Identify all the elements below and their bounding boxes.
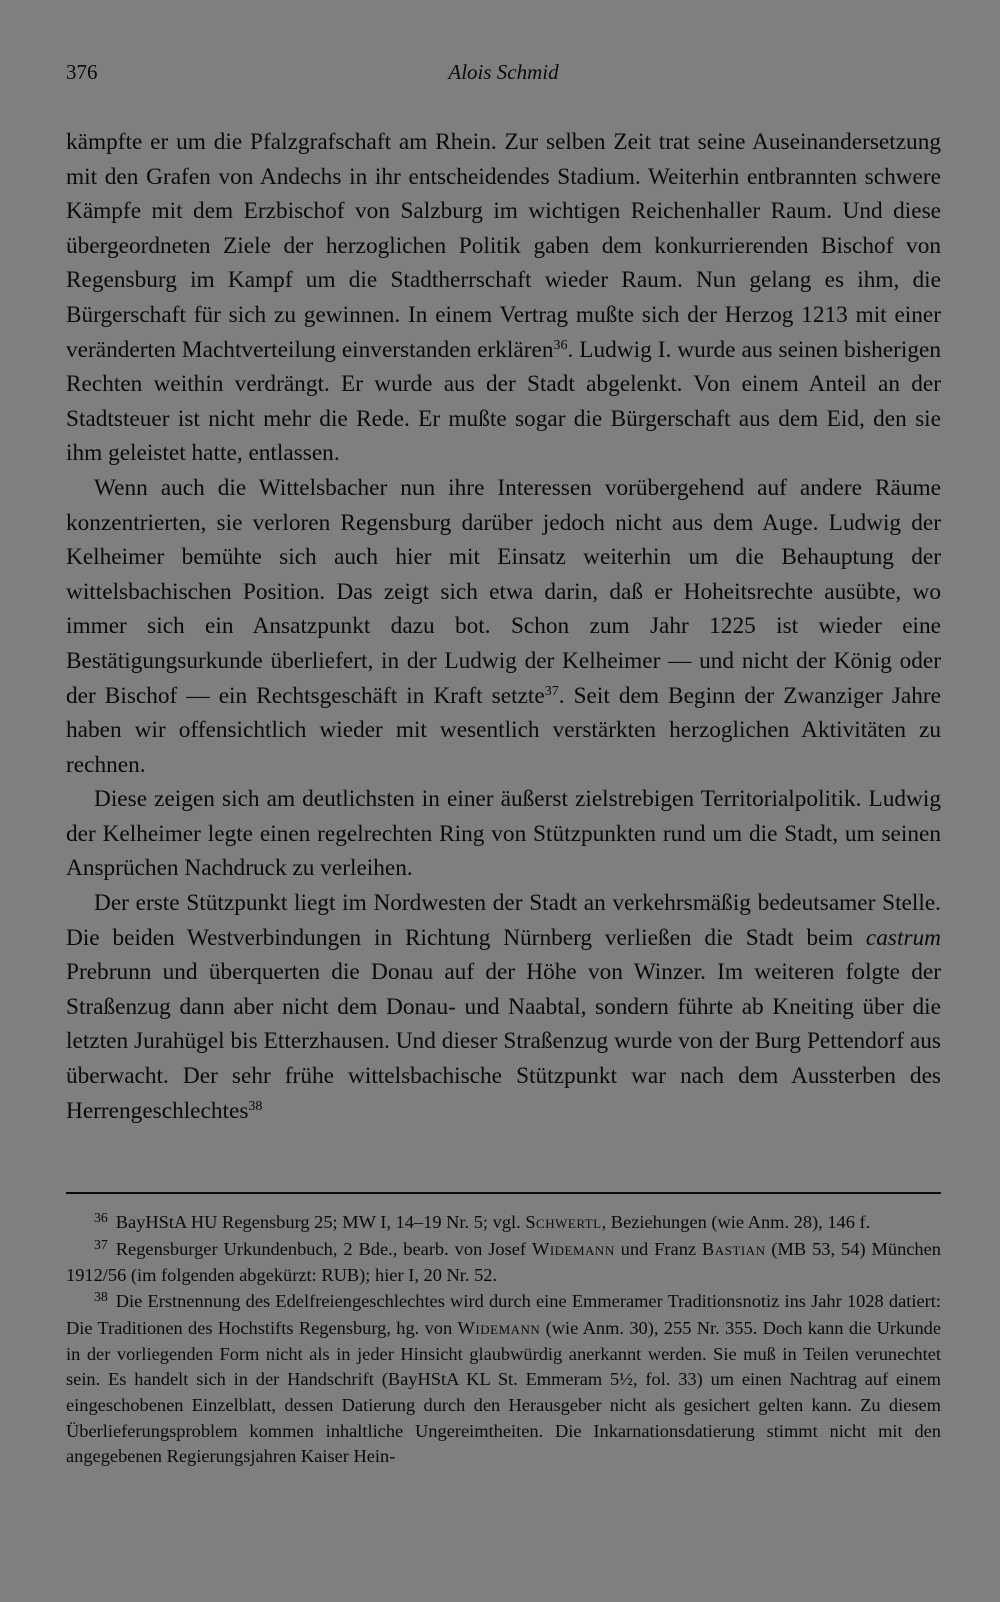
footnotes: [66, 1210, 941, 1470]
paragraph-1: kämpfte er um die Pfalzgrafschaft am Rhein. Zur selben Zeit trat seine Auseinandersetzung mit den Grafen von Andechs in ihr entscheidendes Stadium. Weiterhin entbrannten schwere Kämpfe mit dem Erzbischof von Salzburg im wichtigen Reichenhaller Raum. Und diese übergeordneten Ziele der herzoglichen Politik gaben dem konkurrierenden Bischof von Regensburg im Kampf um die Stadtherrschaft wieder Raum. Nun gelang es ihm, die Bürgerschaft für sich zu gewinnen. In einem Vertrag mußte sich der Herzog 1213 mit einer veränderten Machtverteilung einverstanden erklären$^{36}$. Ludwig I. wurde aus seinen bisherigen Rechten weithin verdrängt. Er wurde aus der Stadt abgelenkt. Von einem Anteil an der Stadtsteuer ist nicht mehr die Rede. Er mußte sogar die Bürgerschaft aus dem Eid, den sie ihm geleistet hatte, entlassen.: [66, 129, 941, 467]
footnote-ref-36[interactable]: 36: [553, 337, 568, 353]
body-text: [66, 125, 941, 1128]
footnote-38: $^{38}$ Die Erstnennung des Edelfreiengeschlechtes wird durch eine Emmeramer Traditionsnotiz ins Jahr 1028 datiert: Die Traditionen des Hochstifts Regensburg, hg. von Widemann (wie Anm. 30), 255 Nr. 355. Doch kann die Urkunde in der vorliegenden Form nicht als in jeder Hinsicht glaubwürdig anerkannt werden. Sie muß in Teilen verunechtet sein. Es handelt sich in der Handschrift (BayHStA KL St. Emmeram 5½, fol. 33) um einen Nachtrag auf einem eingeschobenen Einzelblatt, dessen Datierung durch den Herausgeber nicht als gesichert gelten kann. Zu diesem Überlieferungsproblem kommen inhaltliche Ungereimtheiten. Die Inkarnationsdatierung stimmt nicht mit den angegebenen Regierungsjahren Kaiser Hein-: [66, 1288, 941, 1467]
footnote-36: $^{36}$ BayHStA HU Regensburg 25; MW I, 14–19 Nr. 5; vgl. Schwertl, Beziehungen (wie Anm. 28), 146 f.: [94, 1209, 871, 1232]
italic-term: castrum: [865, 924, 941, 951]
footnote-separator: [66, 1192, 941, 1194]
paragraph-4: Der erste Stützpunkt liegt im Nordwesten der Stadt an verkehrsmäßig bedeutsamer Stelle. Die beiden Westverbindungen in Richtung Nürnberg verließen die Stadt beim castrum Prebrunn und überquerten die Donau auf der Höhe von Winzer. Im weiteren folgte der Straßenzug dann aber nicht dem Donau- und Naabtal, sondern führte ab Kneiting über die letzten Jurahügel bis Etterzhausen. Und dieser Straßenzug wurde von der Burg Pettendorf aus überwacht. Der sehr frühe wittelsbachische Stützpunkt war nach dem Aussterben des Herrengeschlechtes$^{38}$: [66, 890, 941, 1124]
footnote-ref-38[interactable]: 38: [248, 1098, 263, 1114]
footnote-number: 38: [94, 1288, 108, 1304]
page-number: 376: [66, 60, 98, 84]
paragraph-2: Wenn auch die Wittelsbacher nun ihre Interessen vorübergehend auf andere Räume konzentrierten, sie verloren Regensburg darüber jedoch nicht aus dem Auge. Ludwig der Kelheimer bemühte sich auch hier mit Einsatz weiterhin um die Behauptung der wittelsbachischen Position. Das zeigt sich etwa darin, daß er Hoheitsrechte ausübte, wo immer sich ein Ansatzpunkt dazu bot. Schon zum Jahr 1225 ist wieder eine Bestätigungsurkunde überliefert, in der Ludwig der Kelheimer — und nicht der König oder der Bischof — ein Rechtsgeschäft in Kraft setzte$^{37}$. Seit dem Beginn der Zwanziger Jahre haben wir offensichtlich wieder mit wesentlich verstärkten herzoglichen Aktivitäten zu rechnen.: [66, 474, 942, 778]
running-head: Alois Schmid: [448, 60, 559, 84]
page-header: [66, 60, 941, 90]
footnote-ref-37[interactable]: 37: [544, 683, 559, 699]
footnote-number: 37: [94, 1236, 108, 1252]
paragraph-3: Diese zeigen sich am deutlichsten in einer äußerst zielstrebigen Territorialpolitik. Ludwig der Kelheimer legte einen regelrechten Ring von Stützpunkten rund um die Stadt, um seinen Ansprüchen Nachdruck zu verleihen.: [66, 786, 941, 882]
footnote-number: 36: [94, 1209, 108, 1225]
footnote-37: $^{37}$ Regensburger Urkundenbuch, 2 Bde., bearb. von Josef Widemann und Franz Bastian (MB 53, 54) München 1912/56 (im folgenden abgekürzt: RUB); hier I, 20 Nr. 52.: [66, 1236, 941, 1286]
